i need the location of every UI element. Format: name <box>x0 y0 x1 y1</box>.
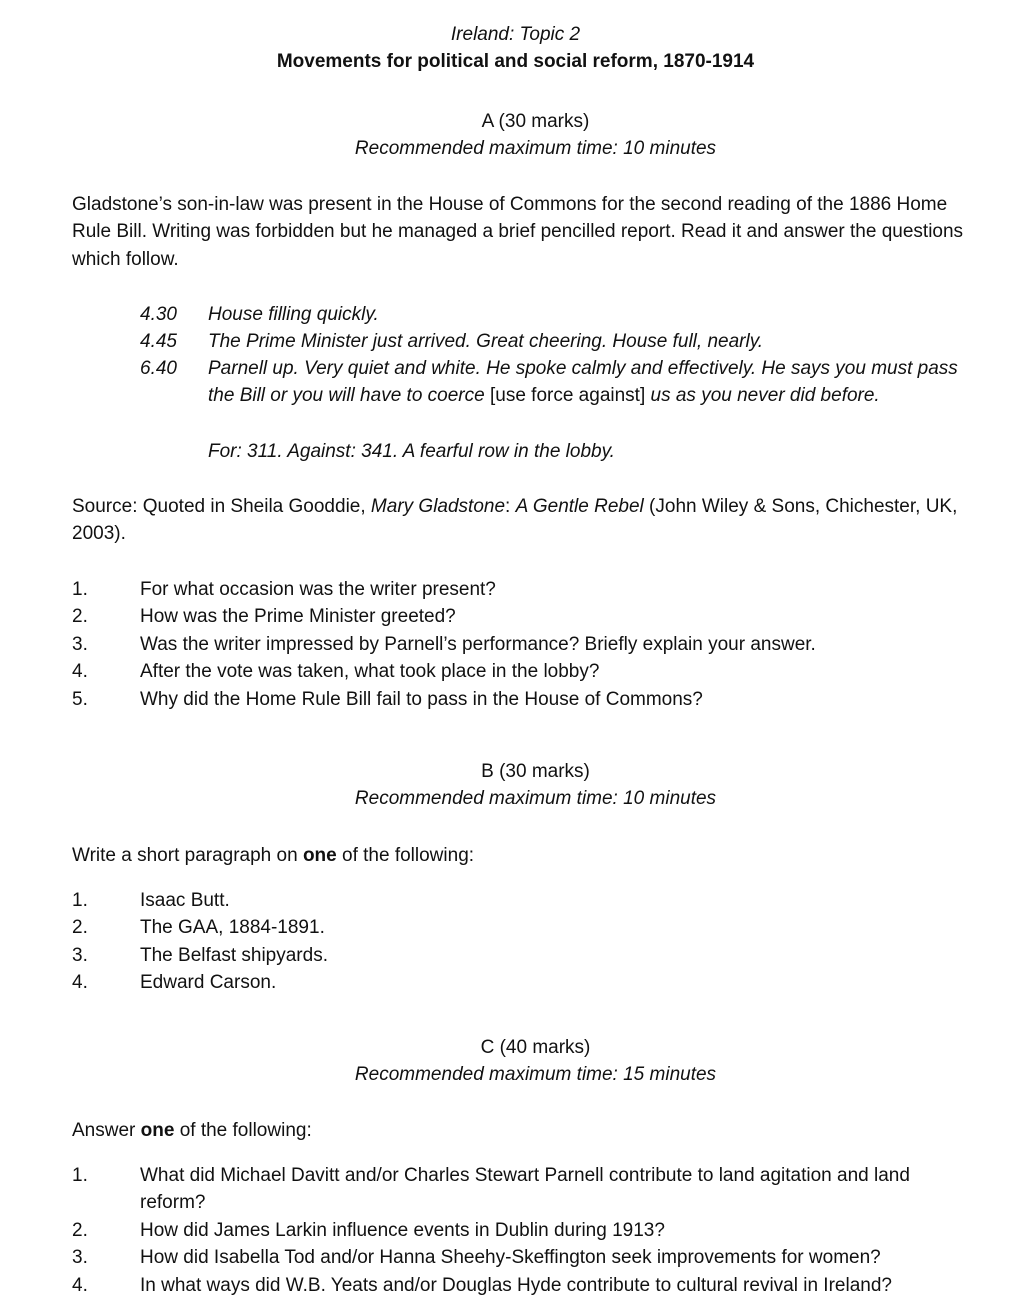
source-time: 4.30 <box>140 304 177 325</box>
list-item <box>72 1162 972 1217</box>
section-a-header <box>20 108 1031 163</box>
item-number: 1. <box>72 890 88 911</box>
item-number: 1. <box>72 579 88 600</box>
list-item <box>72 576 972 603</box>
source-entry: House filling quickly. <box>208 304 379 325</box>
item-number: 2. <box>72 606 88 628</box>
source-time: 6.40 <box>140 358 177 379</box>
instruction-emphasis: one <box>140 1120 175 1141</box>
document-header <box>0 21 1031 76</box>
citation-book-title: Mary Gladstone <box>370 496 506 517</box>
list-item <box>72 914 972 941</box>
item-text: For what occasion was the writer present? <box>140 579 496 600</box>
item-number: 5. <box>72 688 88 710</box>
instruction-text: Write a short paragraph on <box>72 845 303 866</box>
section-c-heading: C (40 marks) <box>480 1037 591 1058</box>
list-item <box>72 1217 972 1244</box>
list-item <box>72 686 972 713</box>
item-text: How did Isabella Tod and/or Hanna Sheehy-Skeffington seek improvements for women? <box>140 1247 881 1269</box>
section-b-header <box>20 758 1031 813</box>
source-time: 4.45 <box>140 331 177 352</box>
item-text: The GAA, 1884-1891. <box>140 917 325 939</box>
section-a-intro: Gladstone’s son-in-law was present in the House of Commons for the second reading of the 1886 Home Rule Bill. Writing was forbidden but he managed a brief pencilled report. Read it and answer the questions which follow. <box>72 194 964 270</box>
item-number: 4. <box>72 972 88 994</box>
item-number: 3. <box>72 1247 88 1269</box>
instruction-text: Answer <box>72 1120 141 1141</box>
citation-book-subtitle: A Gentle Rebel <box>515 496 644 517</box>
item-text: Why did the Home Rule Bill fail to pass in the House of Commons? <box>140 688 703 710</box>
citation-text: (John Wiley & Sons, Chichester, UK, 2003). <box>72 496 958 545</box>
list-item <box>72 658 972 685</box>
section-a-heading: A (30 marks) <box>481 111 590 132</box>
source-citation <box>72 493 977 548</box>
item-number: 1. <box>72 1165 88 1186</box>
list-item <box>72 1244 972 1271</box>
item-text: What did Michael Davitt and/or Charles Stewart Parnell contribute to land agitation and land reform? <box>140 1165 910 1214</box>
list-item <box>72 1272 972 1299</box>
item-text: How was the Prime Minister greeted? <box>140 606 456 628</box>
section-b-time: Recommended maximum time: 10 minutes <box>354 788 717 810</box>
list-item <box>72 969 972 996</box>
vote-line: For: 311. Against: 341. A fearful row in the lobby. <box>208 441 615 462</box>
list-item <box>72 942 972 969</box>
editorial-insertion: [use force against] <box>489 385 646 407</box>
instruction-text: of the following: <box>174 1120 312 1141</box>
list-item <box>72 603 972 630</box>
item-number: 4. <box>72 661 88 683</box>
source-entry <box>208 355 968 410</box>
item-text: The Belfast shipyards. <box>140 944 328 966</box>
section-a-time: Recommended maximum time: 10 minutes <box>354 138 717 160</box>
item-number: 3. <box>72 633 88 655</box>
section-b-heading: B (30 marks) <box>481 761 590 782</box>
item-text: How did James Larkin influence events in Dublin during 1913? <box>140 1219 665 1241</box>
item-text: After the vote was taken, what took place in the lobby? <box>140 661 600 683</box>
instruction-text: of the following: <box>336 845 475 866</box>
section-c-items <box>72 1162 972 1299</box>
citation-text: : <box>505 496 516 517</box>
citation-text: Source: Quoted in Sheila Gooddie, <box>72 496 371 517</box>
page-title: Movements for political and social reform, 1870-1914 <box>276 51 755 73</box>
section-b-instruction <box>72 842 977 869</box>
item-text: Isaac Butt. <box>140 890 230 911</box>
item-text: Was the writer impressed by Parnell’s performance? Briefly explain your answer. <box>140 633 816 655</box>
section-c-instruction <box>72 1117 977 1144</box>
list-item <box>72 631 972 658</box>
section-c-time: Recommended maximum time: 15 minutes <box>354 1064 717 1086</box>
section-b-items <box>72 887 972 997</box>
source-entry: The Prime Minister just arrived. Great cheering. House full, nearly. <box>208 331 764 352</box>
item-text: Edward Carson. <box>140 972 277 994</box>
item-number: 2. <box>72 917 88 939</box>
item-number: 3. <box>72 944 88 966</box>
list-item <box>72 887 972 914</box>
item-text: In what ways did W.B. Yeats and/or Douglas Hyde contribute to cultural revival in Ireland? <box>140 1274 892 1296</box>
section-c-header <box>20 1034 1031 1089</box>
item-number: 4. <box>72 1274 88 1296</box>
item-number: 2. <box>72 1219 88 1241</box>
source-entry-text: Parnell up. Very quiet and white. He spoke calmly and effectively. He says you must pass the Bill or you will have to coerce <box>208 358 958 407</box>
section-a-questions <box>72 576 972 713</box>
source-entry-text: us as you never did before. <box>645 385 880 407</box>
instruction-emphasis: one <box>302 845 337 866</box>
topic-label: Ireland: Topic 2 <box>450 24 581 45</box>
